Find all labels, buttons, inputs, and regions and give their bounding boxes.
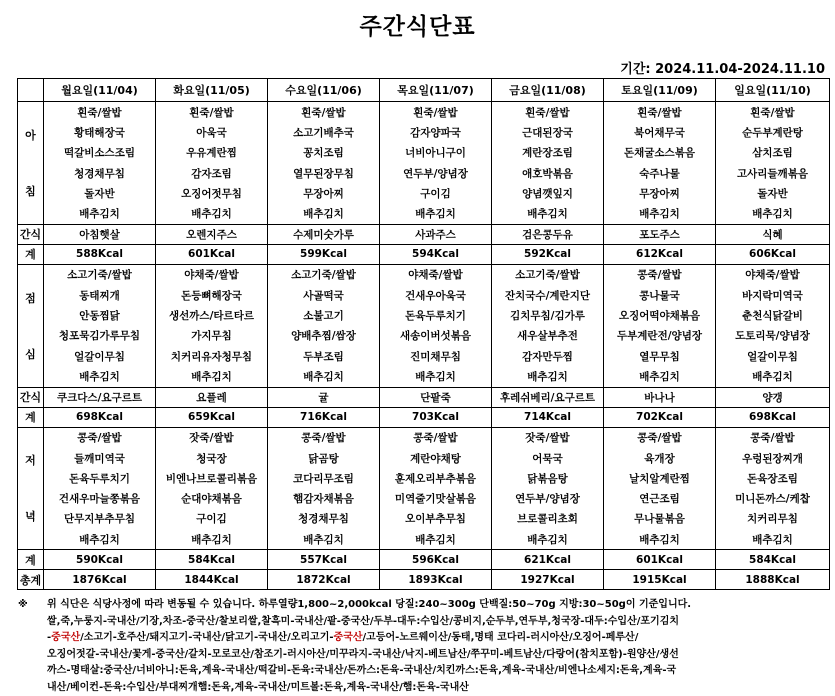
day-header: 토요일(11/09) [604, 79, 716, 102]
menu-item: 배추김치 [268, 366, 380, 387]
day-header: 월요일(11/04) [44, 79, 156, 102]
origin-highlight: 중국산 [51, 632, 80, 643]
menu-item: 애호박볶음 [492, 163, 604, 183]
menu-item: 돈채굴소스볶음 [604, 143, 716, 163]
lunch-snack: 양갱 [716, 387, 830, 407]
lunch-snack: 귤 [268, 387, 380, 407]
menu-item: 소고기죽/쌀밥 [492, 264, 604, 285]
menu-item: 오이부추무침 [380, 509, 492, 529]
menu-item: 미니돈까스/케찹 [716, 488, 830, 508]
menu-item: 치커리무침 [716, 509, 830, 529]
menu-item: 흰죽/쌀밥 [604, 102, 716, 123]
menu-period: 기간: 2024.11.04-2024.11.10 [620, 58, 825, 77]
menu-item: 순두부계란탕 [716, 122, 830, 142]
menu-item: 배추김치 [604, 529, 716, 550]
menu-item: 김치무침/김가루 [492, 305, 604, 325]
origin-text: - [47, 632, 51, 643]
lunch-row [18, 366, 830, 387]
breakfast-kcal: 606Kcal [716, 244, 830, 264]
menu-item: 계란야채탕 [380, 448, 492, 468]
dinner-kcal: 584Kcal [156, 550, 268, 570]
menu-item: 날치알계란찜 [604, 468, 716, 488]
menu-item: 배추김치 [492, 366, 604, 387]
menu-item: 숙주나물 [604, 163, 716, 183]
menu-item: 비엔나브로콜리볶음 [156, 468, 268, 488]
menu-item: 오징어젓무침 [156, 183, 268, 203]
menu-item: 소불고기 [268, 305, 380, 325]
breakfast-kcal-row [18, 244, 830, 264]
total-kcal-row [18, 570, 830, 590]
menu-item: 콩죽/쌀밥 [716, 427, 830, 448]
lunch-kcal: 702Kcal [604, 407, 716, 427]
menu-item: 콩죽/쌀밥 [604, 427, 716, 448]
total-kcal: 1876Kcal [44, 570, 156, 590]
breakfast-kcal-label: 계 [18, 244, 44, 264]
menu-item: 가지무침 [156, 326, 268, 346]
menu-item: 잣죽/쌀밥 [492, 427, 604, 448]
menu-item: 배추김치 [156, 203, 268, 224]
menu-item: 북어채무국 [604, 122, 716, 142]
menu-item: 배추김치 [268, 203, 380, 224]
menu-item: 흰죽/쌀밥 [380, 102, 492, 123]
menu-item: 꽁치조림 [268, 143, 380, 163]
menu-item: 배추김치 [156, 529, 268, 550]
lunch-snack: 단팥죽 [380, 387, 492, 407]
lunch-label-top: 점 [18, 290, 43, 306]
lunch-label-bottom: 심 [18, 346, 43, 362]
total-kcal: 1915Kcal [604, 570, 716, 590]
menu-item: 소고기죽/쌀밥 [268, 264, 380, 285]
menu-item: 소고기죽/쌀밥 [44, 264, 156, 285]
lunch-row [18, 346, 830, 366]
menu-item: 연두부/양념장 [492, 488, 604, 508]
origin-line: 까스-명태살:중국산/너비아니:돈육,계육-국내산/떡갈비-돈육:국내산/돈까스:돈육-국내산/치킨까스:돈육,계육-국내산/비엔나소세지:돈육,계육-국 [47, 663, 829, 680]
dinner-row [18, 488, 830, 508]
dinner-kcal: 596Kcal [380, 550, 492, 570]
breakfast-row [18, 203, 830, 224]
menu-item: 연근조림 [604, 488, 716, 508]
dinner-kcal: 601Kcal [604, 550, 716, 570]
menu-item: 감자조림 [156, 163, 268, 183]
breakfast-row [18, 183, 830, 203]
note-line: 위 식단은 식당사정에 따라 변동될 수 있습니다. 하루열량1,800~2,000kcal 당질:240~300g 단백질:50~70g 지방:30~50g이 기준입니다. [47, 597, 829, 614]
menu-item: 배추김치 [716, 529, 830, 550]
menu-item: 우유계란찜 [156, 143, 268, 163]
menu-item: 구이김 [380, 183, 492, 203]
menu-item: 브로콜리초회 [492, 509, 604, 529]
breakfast-row [18, 143, 830, 163]
lunch-kcal: 716Kcal [268, 407, 380, 427]
menu-item: 무나물볶음 [604, 509, 716, 529]
menu-item: 흰죽/쌀밥 [156, 102, 268, 123]
page-title: 주간식단표 [0, 8, 835, 41]
origin-line: 쌀,죽,누룽지-국내산/기장,차조-중국산/찰보리쌀,찰흑미-국내산/팥-중국산/두부-대두:수입산/콩비지,순두부,연두부,청국장-대두:수입산/포기김치 [47, 614, 829, 631]
notes-section [24, 597, 829, 696]
day-header: 화요일(11/05) [156, 79, 268, 102]
day-header: 금요일(11/08) [492, 79, 604, 102]
origin-line: 내산/베이컨-돈육:수입산/부대찌개햄:돈육,계육-국내산/미트볼:돈육,계육-국내산/햄:돈육-국내산 [47, 680, 829, 696]
menu-item: 배추김치 [492, 529, 604, 550]
menu-item: 배추김치 [44, 529, 156, 550]
menu-item: 청국장 [156, 448, 268, 468]
breakfast-kcal: 588Kcal [44, 244, 156, 264]
corner-cell [18, 79, 44, 102]
dinner-label [18, 427, 44, 550]
menu-item: 새송이버섯볶음 [380, 326, 492, 346]
breakfast-row [18, 122, 830, 142]
origin-text: /고등어-노르웨이산/동태,명태 코다리-러시아산/오징어-페루산/ [363, 632, 639, 643]
menu-item: 돈육장조림 [716, 468, 830, 488]
menu-item: 고사리들깨볶음 [716, 163, 830, 183]
menu-item: 코다리무조림 [268, 468, 380, 488]
breakfast-row [18, 163, 830, 183]
menu-item: 치커리유자청무침 [156, 346, 268, 366]
menu-item: 잣죽/쌀밥 [156, 427, 268, 448]
lunch-kcal-row [18, 407, 830, 427]
menu-item: 춘천식닭갈비 [716, 305, 830, 325]
menu-item: 청경채무침 [268, 509, 380, 529]
origin-highlight: 중국산 [334, 632, 363, 643]
lunch-kcal: 698Kcal [716, 407, 830, 427]
breakfast-snack: 아침햇살 [44, 224, 156, 244]
lunch-snack: 요플레 [156, 387, 268, 407]
menu-item: 배추김치 [604, 366, 716, 387]
menu-item: 소고기배추국 [268, 122, 380, 142]
breakfast-snack-label: 간식 [18, 224, 44, 244]
menu-item: 배추김치 [492, 203, 604, 224]
lunch-kcal-label: 계 [18, 407, 44, 427]
dinner-row [18, 427, 830, 448]
origin-text: /소고기-호주산/돼지고기-국내산/닭고기-국내산/오리고기- [80, 632, 333, 643]
lunch-kcal: 659Kcal [156, 407, 268, 427]
menu-item: 도토리묵/양념장 [716, 326, 830, 346]
menu-item: 양념깻잎지 [492, 183, 604, 203]
dinner-kcal: 590Kcal [44, 550, 156, 570]
menu-item: 배추김치 [716, 203, 830, 224]
menu-item: 근대된장국 [492, 122, 604, 142]
menu-item: 들깨미역국 [44, 448, 156, 468]
menu-item: 계란장조림 [492, 143, 604, 163]
dinner-kcal-label: 계 [18, 550, 44, 570]
menu-item: 돌자반 [716, 183, 830, 203]
total-kcal-label: 총계 [18, 570, 44, 590]
menu-item: 안동찜닭 [44, 305, 156, 325]
lunch-kcal: 714Kcal [492, 407, 604, 427]
menu-item: 순대야채볶음 [156, 488, 268, 508]
menu-item: 아욱국 [156, 122, 268, 142]
menu-item: 콩죽/쌀밥 [44, 427, 156, 448]
breakfast-snack: 검은콩두유 [492, 224, 604, 244]
menu-item: 배추김치 [44, 203, 156, 224]
menu-item: 얼갈이무침 [716, 346, 830, 366]
breakfast-kcal: 592Kcal [492, 244, 604, 264]
menu-item: 닭곰탕 [268, 448, 380, 468]
menu-item: 사골떡국 [268, 285, 380, 305]
menu-item: 햄감자채볶음 [268, 488, 380, 508]
breakfast-snack: 포도주스 [604, 224, 716, 244]
breakfast-kcal: 612Kcal [604, 244, 716, 264]
menu-item: 야채죽/쌀밥 [380, 264, 492, 285]
dinner-kcal: 584Kcal [716, 550, 830, 570]
lunch-row [18, 326, 830, 346]
menu-item: 얼갈이무침 [44, 346, 156, 366]
menu-item: 배추김치 [380, 203, 492, 224]
menu-item: 닭볶음탕 [492, 468, 604, 488]
menu-item: 돌자반 [44, 183, 156, 203]
dinner-row [18, 468, 830, 488]
lunch-snack-label: 간식 [18, 387, 44, 407]
lunch-snack: 쿠크다스/요구르트 [44, 387, 156, 407]
dinner-label-bottom: 녁 [18, 508, 43, 524]
dinner-kcal: 557Kcal [268, 550, 380, 570]
menu-item: 돈육두루치기 [44, 468, 156, 488]
menu-item: 단무지부추무침 [44, 509, 156, 529]
menu-item: 콩죽/쌀밥 [268, 427, 380, 448]
menu-item: 훈제오리부추볶음 [380, 468, 492, 488]
day-header: 수요일(11/06) [268, 79, 380, 102]
total-kcal: 1893Kcal [380, 570, 492, 590]
menu-item: 어묵국 [492, 448, 604, 468]
menu-item: 배추김치 [716, 366, 830, 387]
menu-item: 생선까스/타르타르 [156, 305, 268, 325]
menu-item: 콩죽/쌀밥 [604, 264, 716, 285]
breakfast-label [18, 102, 44, 225]
breakfast-kcal: 594Kcal [380, 244, 492, 264]
menu-item: 잔치국수/계란지단 [492, 285, 604, 305]
menu-item: 황태해장국 [44, 122, 156, 142]
menu-item: 육개장 [604, 448, 716, 468]
day-header: 일요일(11/10) [716, 79, 830, 102]
menu-item: 야채죽/쌀밥 [156, 264, 268, 285]
menu-item: 콩나물국 [604, 285, 716, 305]
breakfast-snack: 사과주스 [380, 224, 492, 244]
origin-line [47, 630, 829, 647]
menu-item: 배추김치 [380, 366, 492, 387]
menu-item: 건새우아욱국 [380, 285, 492, 305]
lunch-row [18, 264, 830, 285]
menu-item: 진미채무침 [380, 346, 492, 366]
breakfast-label-bottom: 침 [18, 183, 43, 199]
dinner-row [18, 448, 830, 468]
note-mark: ※ [18, 597, 28, 614]
total-kcal: 1844Kcal [156, 570, 268, 590]
menu-item: 두부계란전/양념장 [604, 326, 716, 346]
menu-item: 콩죽/쌀밥 [380, 427, 492, 448]
menu-item: 새우살부추전 [492, 326, 604, 346]
dinner-kcal: 621Kcal [492, 550, 604, 570]
menu-item: 열무무침 [604, 346, 716, 366]
dinner-kcal-row [18, 550, 830, 570]
menu-item: 바지락미역국 [716, 285, 830, 305]
menu-item: 너비아니구이 [380, 143, 492, 163]
total-kcal: 1888Kcal [716, 570, 830, 590]
menu-item: 배추김치 [44, 366, 156, 387]
menu-item: 청경채무침 [44, 163, 156, 183]
menu-item: 청포묵김가루무침 [44, 326, 156, 346]
weekly-menu-table [17, 78, 830, 590]
breakfast-row [18, 102, 830, 123]
menu-item: 흰죽/쌀밥 [716, 102, 830, 123]
breakfast-snack: 오렌지주스 [156, 224, 268, 244]
menu-item: 동태찌개 [44, 285, 156, 305]
menu-item: 돈등뼈해장국 [156, 285, 268, 305]
breakfast-kcal: 601Kcal [156, 244, 268, 264]
lunch-kcal: 698Kcal [44, 407, 156, 427]
day-header: 목요일(11/07) [380, 79, 492, 102]
menu-item: 배추김치 [604, 203, 716, 224]
menu-item: 미역줄기맛살볶음 [380, 488, 492, 508]
lunch-kcal: 703Kcal [380, 407, 492, 427]
menu-item: 흰죽/쌀밥 [44, 102, 156, 123]
menu-item: 흰죽/쌀밥 [492, 102, 604, 123]
day-header-row [18, 79, 830, 102]
menu-item: 삼치조림 [716, 143, 830, 163]
total-kcal: 1872Kcal [268, 570, 380, 590]
menu-item: 감자양파국 [380, 122, 492, 142]
lunch-label [18, 264, 44, 387]
menu-item: 양배추찜/쌈장 [268, 326, 380, 346]
breakfast-snack: 수제미숫가루 [268, 224, 380, 244]
total-kcal: 1927Kcal [492, 570, 604, 590]
menu-item: 돈육두루치기 [380, 305, 492, 325]
breakfast-snack: 식혜 [716, 224, 830, 244]
menu-item: 오징어떡야채볶음 [604, 305, 716, 325]
lunch-snack: 후레쉬베리/요구르트 [492, 387, 604, 407]
menu-item: 열무된장무침 [268, 163, 380, 183]
breakfast-label-top: 아 [18, 127, 43, 143]
lunch-snack-row [18, 387, 830, 407]
menu-item: 무장아찌 [604, 183, 716, 203]
dinner-row [18, 529, 830, 550]
lunch-row [18, 285, 830, 305]
menu-item: 떡갈비소스조림 [44, 143, 156, 163]
menu-item: 배추김치 [156, 366, 268, 387]
lunch-snack: 바나나 [604, 387, 716, 407]
menu-item: 감자만두찜 [492, 346, 604, 366]
breakfast-kcal: 599Kcal [268, 244, 380, 264]
menu-item: 배추김치 [380, 529, 492, 550]
menu-item: 우렁된장찌개 [716, 448, 830, 468]
breakfast-snack-row [18, 224, 830, 244]
menu-item: 무장아찌 [268, 183, 380, 203]
menu-item: 야채죽/쌀밥 [716, 264, 830, 285]
menu-item: 흰죽/쌀밥 [268, 102, 380, 123]
origin-line: 오징어젓갈-국내산/꽃게-중국산/갈치-모로코산/참조기-러시아산/미꾸라지-국내산/낙지-베트남산/쭈꾸미-베트남산/다랑어(참치포함)-원양산/생선 [47, 647, 829, 664]
menu-item: 배추김치 [268, 529, 380, 550]
lunch-row [18, 305, 830, 325]
menu-item: 연두부/양념장 [380, 163, 492, 183]
menu-item: 구이김 [156, 509, 268, 529]
menu-item: 건새우마늘쫑볶음 [44, 488, 156, 508]
menu-item: 두부조림 [268, 346, 380, 366]
dinner-label-top: 저 [18, 452, 43, 468]
dinner-row [18, 509, 830, 529]
